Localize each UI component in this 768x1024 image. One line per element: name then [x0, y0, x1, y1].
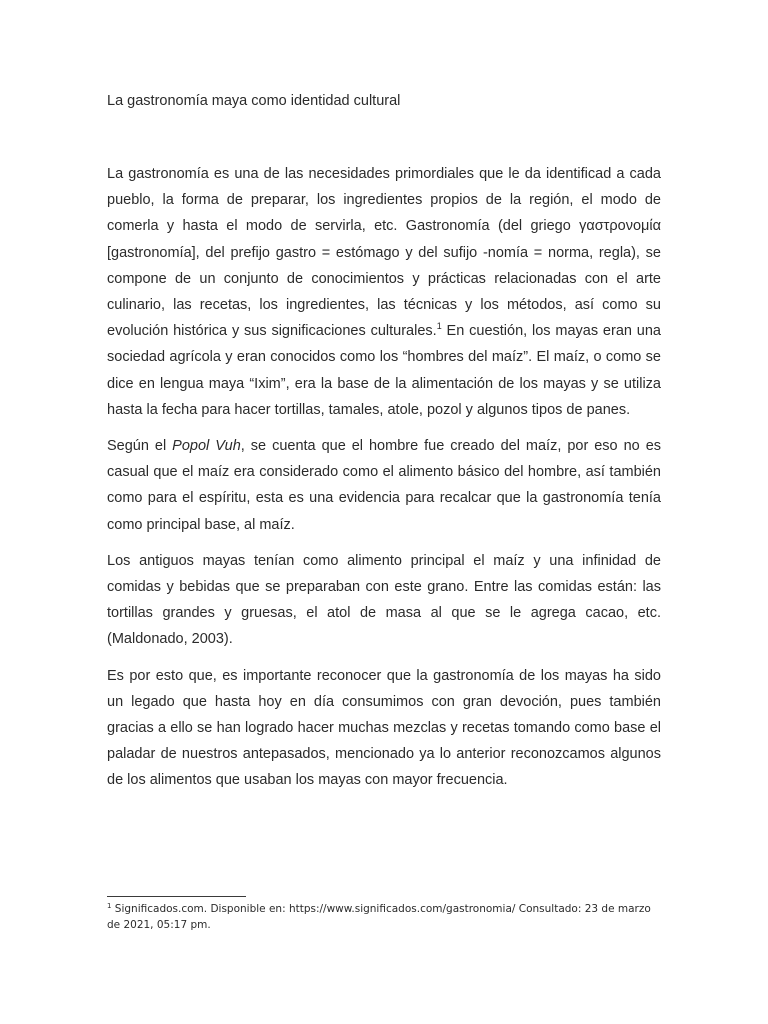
book-title-popol-vuh: Popol Vuh	[172, 438, 241, 455]
paragraph-popol-vuh	[107, 433, 661, 538]
footnote-text: Significados.com. Disponible en: https://www.significados.com/gastronomia/ Consultado: 23 de marzo de 2021, 05:17 pm.	[107, 903, 651, 931]
paragraph-2-lead: Según el	[107, 438, 173, 455]
document-title: La gastronomía maya como identidad cultural	[107, 93, 401, 109]
footnote	[107, 901, 663, 933]
footnote-separator	[107, 896, 246, 897]
paragraph-legado: Es por esto que, es importante reconocer que la gastronomía de los mayas ha sido un legado que hasta hoy en día consumimos con gran devoción, pues también gracias a ello se han logrado hacer muchas mezclas y recetas tomando como base el paladar de nuestros antepasados, mencionado ya lo anterior reconozcamos algunos de los alimentos que usaban los mayas con mayor frecuencia.	[107, 667, 661, 789]
paragraph-antiguos-mayas: Los antiguos mayas tenían como alimento principal el maíz y una infinidad de comidas y bebidas que se preparaban con este grano. Entre las comidas están: las tortillas grandes y gruesas, el atol de masa al que se le agrega cacao, etc. (Maldonado, 2003).	[107, 552, 661, 648]
footnote-reference[interactable]: 1	[436, 321, 442, 332]
paragraph-1-text-b: En cuestión, los mayas eran una sociedad agrícola y eran conocidos como los “hombres del maíz”. El maíz, o como se dice en lengua maya “Ixim”, era la base de la alimentación de los mayas y se utiliza hasta la fecha para hacer tortillas, tamales, atole, pozol y algunos tipos de panes.	[107, 323, 661, 418]
footnote-mark: 1	[107, 902, 112, 910]
paragraph-2-rest: , se cuenta que el hombre fue creado del maíz, por eso no es casual que el maíz era considerado como el alimento básico del hombre, así también como para el espíritu, esta es una evidencia para recalcar que la gastronomía tenía como principal base, al maíz.	[107, 438, 662, 533]
paragraph-1-text-a: La gastronomía es una de las necesidades primordiales que le da identificad a cada pueblo, la forma de preparar, los ingredientes propios de la región, el modo de comerla y hasta el modo de servirla, etc. Gastronomía (del griego γαστρονομία [gastronomía], del prefijo gastro = estómago y del sufijo -nomía = norma, regla), se compone de un conjunto de conocimientos y prácticas relacionadas con el arte culinario, las recetas, los ingredientes, las técnicas y los métodos, así como su evolución histórica y sus significaciones culturales.	[107, 166, 661, 340]
paragraph-gastronomia-definition	[107, 161, 661, 423]
document-body	[107, 161, 661, 804]
